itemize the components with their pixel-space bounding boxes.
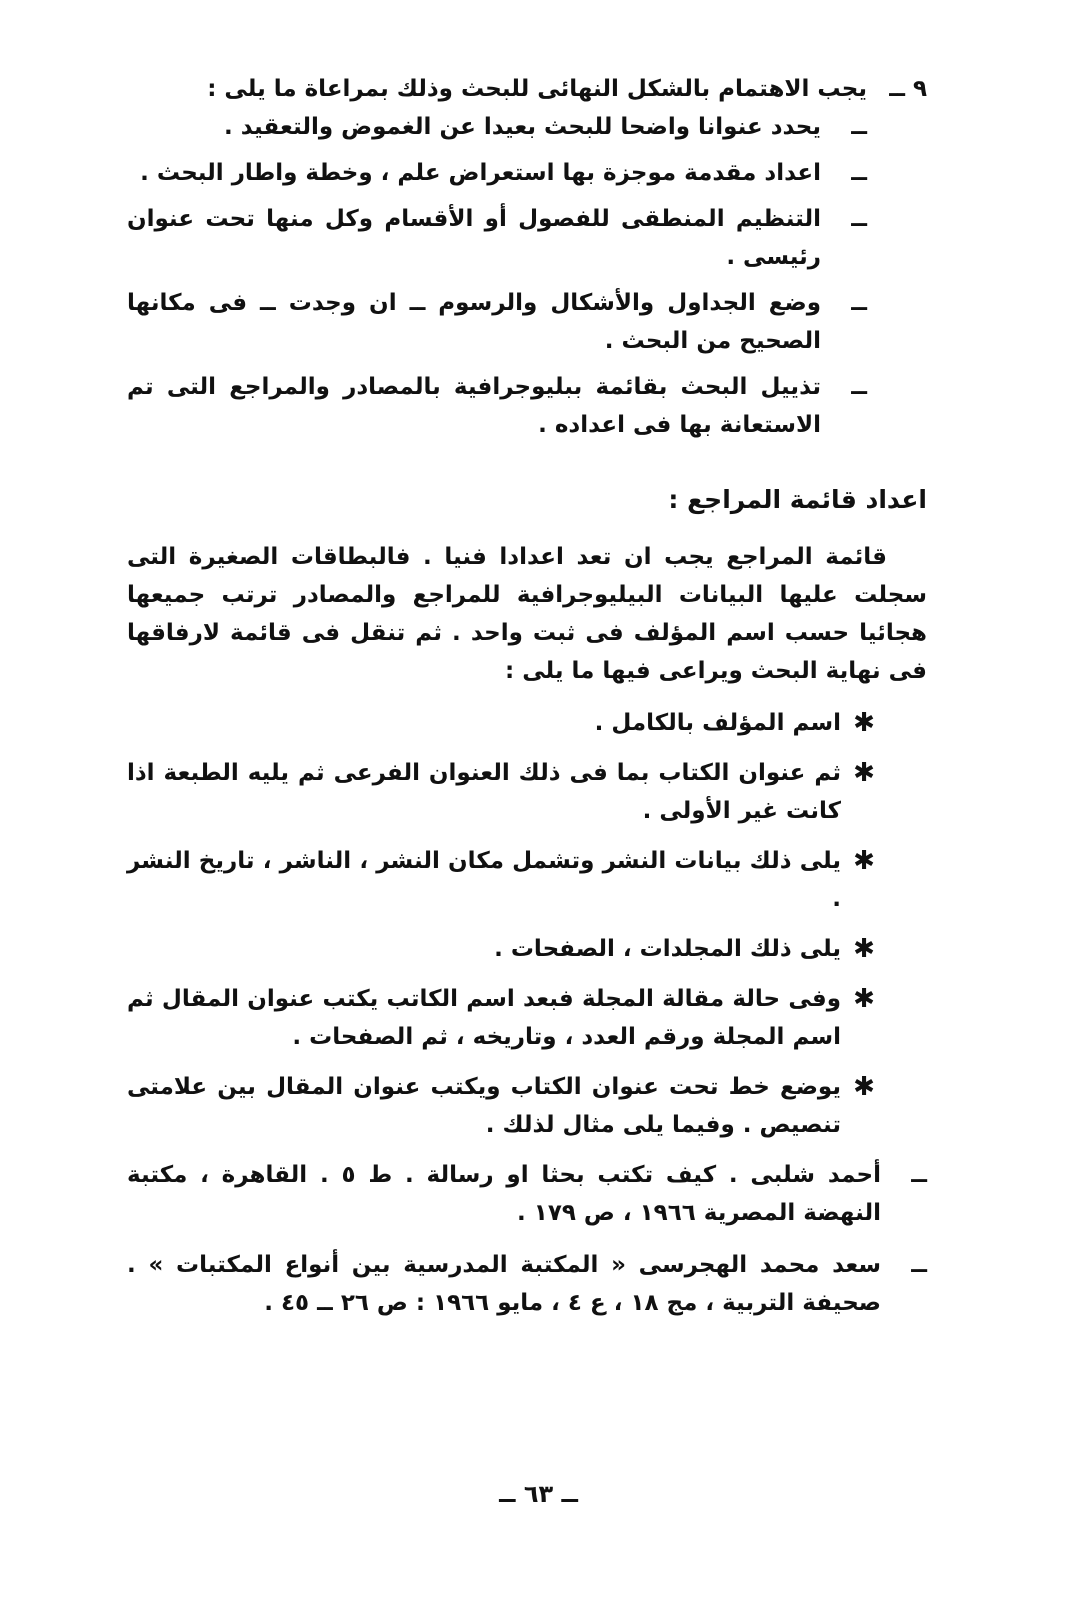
asterisk-icon: ✱: [853, 758, 875, 788]
asterisk-icon: ✱: [853, 934, 875, 964]
sub-item-dash: ــ: [851, 114, 867, 140]
sub-item-text: وضع الجداول والأشكال والرسوم ــ ان وجدت ــ فى مكانها الصحيح من البحث .: [127, 290, 821, 354]
sub-item-dash: ــ: [851, 206, 867, 232]
reference-text: سعد محمد الهجرسى « المكتبة المدرسية بين أنواع المكتبات » . صحيفة التربية ، مج ١٨ ، ع ٤ ، مايو ١٩٦٦ : ص ٢٦ ــ ٤٥ .: [127, 1252, 881, 1316]
bullet-item: [127, 842, 887, 918]
numbered-item-9: [127, 70, 927, 108]
sub-item-text: تذييل البحث بقائمة ببليوجرافية بالمصادر والمراجع التى تم الاستعانة بها فى اعداده .: [127, 374, 821, 438]
bullet-text: يلى ذلك بيانات النشر وتشمل مكان النشر ، الناشر ، تاريخ النشر .: [127, 848, 841, 912]
sub-item: [127, 200, 867, 276]
bullet-text: وفى حالة مقالة المجلة فبعد اسم الكاتب يكتب عنوان المقال ثم اسم المجلة ورقم العدد ، وتاريخه ، ثم الصفحات .: [127, 986, 841, 1050]
bullet-text: اسم المؤلف بالكامل .: [594, 710, 841, 736]
sub-item: [127, 284, 867, 360]
reference-dash: ــ: [911, 1162, 927, 1188]
section-paragraph: قائمة المراجع يجب ان تعد اعدادا فنيا . فالبطاقات الصغيرة التى سجلت عليها البيانات البيليوجرافية للمراجع والمصادر ترتب جميعها هجائيا حسب اسم المؤلف فى ثبت واحد . ثم تنقل فى قائمة لارفاقها فى نهاية البحث ويراعى فيها ما يلى :: [127, 544, 927, 684]
sub-item: [127, 154, 867, 192]
bullet-text: يلى ذلك المجلدات ، الصفحات .: [494, 936, 841, 962]
page-content: [127, 70, 927, 1336]
sub-item-dash: ــ: [851, 160, 867, 186]
sub-item: [127, 368, 867, 444]
sub-item-text: التنظيم المنطقى للفصول أو الأقسام وكل منها تحت عنوان رئيسى .: [127, 206, 821, 270]
asterisk-icon: ✱: [853, 984, 875, 1014]
bullet-item: [127, 1068, 887, 1144]
asterisk-icon: ✱: [853, 1072, 875, 1102]
reference-dash: ــ: [911, 1252, 927, 1278]
sub-item-dash: ــ: [851, 290, 867, 316]
reference-item: [127, 1246, 927, 1322]
reference-item: [127, 1156, 927, 1232]
item-9-text: يجب الاهتمام بالشكل النهائى للبحث وذلك بمراعاة ما يلى :: [207, 76, 867, 102]
sub-item-dash: ــ: [851, 374, 867, 400]
sub-item-text: يحدد عنوانا واضحا للبحث بعيدا عن الغموض والتعقيد .: [223, 114, 821, 140]
sub-item-text: اعداد مقدمة موجزة بها استعراض علم ، وخطة واطار البحث .: [140, 160, 821, 186]
bullet-item: [127, 704, 887, 742]
item-number: ٩ ــ: [889, 76, 927, 102]
bullet-item: [127, 930, 887, 968]
page-number: ــ ٦٣ ــ: [499, 1480, 578, 1508]
reference-text: أحمد شلبى . كيف تكتب بحثا او رسالة . ط ٥ . القاهرة ، مكتبة النهضة المصرية ١٩٦٦ ، ص ١٧٩ .: [127, 1162, 881, 1226]
asterisk-icon: ✱: [853, 708, 875, 738]
sub-item: [127, 108, 867, 146]
bullet-text: ثم عنوان الكتاب بما فى ذلك العنوان الفرعى ثم يليه الطبعة اذا كانت غير الأولى .: [127, 760, 841, 824]
bullet-text: يوضع خط تحت عنوان الكتاب ويكتب عنوان المقال بين علامتى تنصيص . وفيما يلى مثال لذلك .: [127, 1074, 841, 1138]
bullet-item: [127, 754, 887, 830]
asterisk-icon: ✱: [853, 846, 875, 876]
bullet-item: [127, 980, 887, 1056]
section-heading: اعداد قائمة المراجع :: [668, 485, 927, 514]
